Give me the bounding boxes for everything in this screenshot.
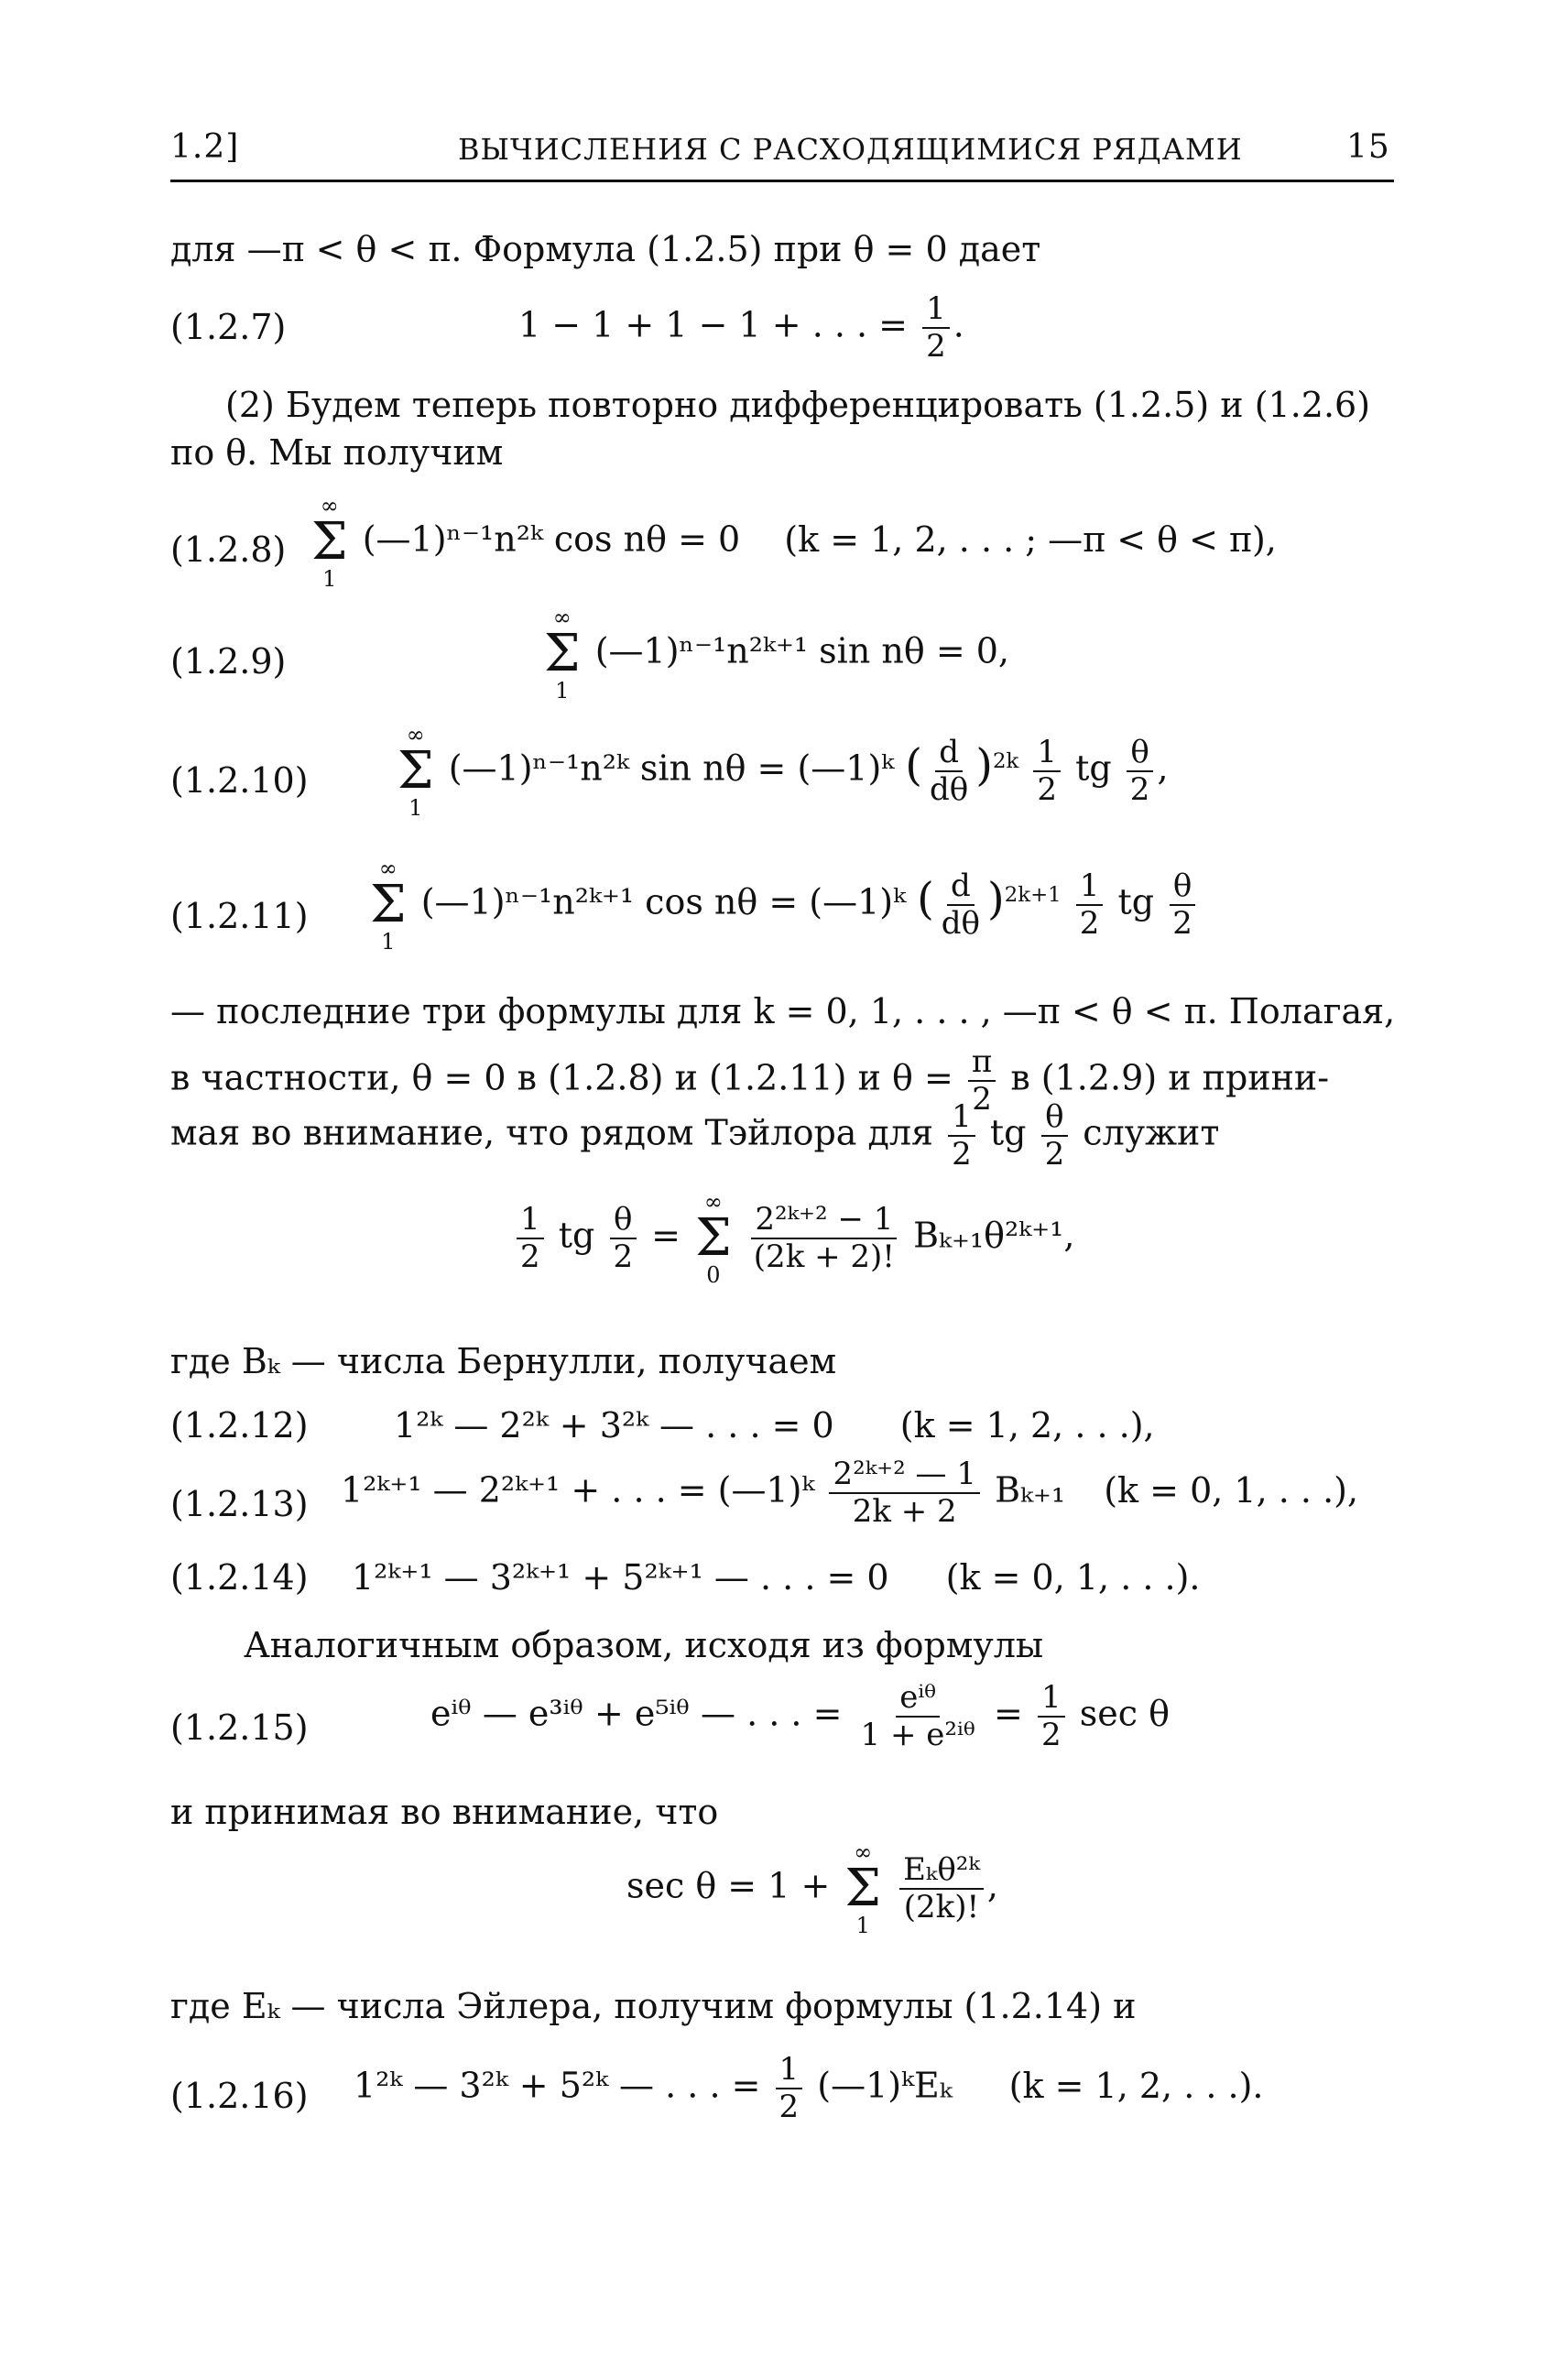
text-line: где Eₖ — числа Эйлера, получим формулы (1.2.14) и bbox=[170, 1986, 1137, 2026]
equation-body: (—1)ⁿ⁻¹n²ᵏ⁺¹ sin nθ = 0, bbox=[594, 630, 1009, 671]
running-title: ВЫЧИСЛЕНИЯ С РАСХОДЯЩИМИСЯ РЯДАМИ bbox=[458, 132, 1243, 167]
equation-label: (1.2.11) bbox=[170, 896, 309, 936]
equation-label: (1.2.9) bbox=[170, 641, 287, 682]
sum-sign: ∞ Σ 1 bbox=[844, 1839, 882, 1938]
sum-sign: ∞ Σ 1 bbox=[397, 722, 434, 821]
derivative-fraction: $\frac{d}{d\theta}$ bbox=[941, 867, 981, 942]
fraction: $\frac{1}{2}$ bbox=[1076, 868, 1104, 942]
text-line: (2) Будем теперь повторно дифференцировать (1.2.5) и (1.2.6) bbox=[225, 385, 1371, 425]
equation-body: 1²ᵏ⁺¹ — 3²ᵏ⁺¹ + 5²ᵏ⁺¹ — . . . = 0 bbox=[352, 1557, 889, 1598]
equation-body: (—1)ⁿ⁻¹n²ᵏ sin nθ = (—1)ᵏ bbox=[448, 747, 895, 789]
secant-formula: sec θ = 1 + ∞ Σ 1 $\frac{\text{Eₖθ²ᵏ}}{(2k)!}$ , bbox=[626, 1839, 998, 1938]
equation-1-2-12 bbox=[394, 1405, 1155, 1447]
equation-1-2-16: 1²ᵏ — 3²ᵏ + 5²ᵏ — . . . = $\frac{1}{2}$ (—1)ᵏEₖ (k = 1, 2, . . .). bbox=[354, 2051, 1264, 2126]
sum-sign: ∞ Σ 1 bbox=[370, 856, 407, 954]
derivative-fraction: $\frac{d}{d\theta}$ bbox=[929, 733, 969, 808]
equation-1-2-15: eⁱᶿ — e³ⁱᶿ + e⁵ⁱᶿ — . . . = $\frac{\text{eⁱᶿ}}{\text{1 + e²ⁱᶿ}}$ = $\frac{1}{2}$ sec θ bbox=[430, 1679, 1170, 1754]
sum-sign: ∞ Σ 0 bbox=[695, 1189, 732, 1288]
fraction: $\frac{1}{2}$ bbox=[922, 291, 950, 365]
equation-label: (1.2.8) bbox=[170, 529, 287, 570]
page-number: 15 bbox=[1346, 128, 1390, 166]
fraction: $\frac{\theta}{2}$ bbox=[1127, 735, 1154, 808]
fraction: $\frac{\text{eⁱᶿ}}{\text{1 + e²ⁱᶿ}}$ bbox=[860, 1679, 975, 1754]
fraction: $\frac{\text{2²ᵏ⁺² − 1}}{(2k + 2)!}$ bbox=[750, 1202, 898, 1275]
fraction: $\frac{\pi}{2}$ bbox=[968, 1044, 996, 1118]
equation-label: (1.2.13) bbox=[170, 1484, 309, 1524]
equation-body: 1²ᵏ⁺¹ — 2²ᵏ⁺¹ + . . . = (—1)ᵏ bbox=[341, 1469, 815, 1511]
equation-body: (—1)ⁿ⁻¹n²ᵏ cos nθ = 0 bbox=[362, 518, 741, 560]
equation-label: (1.2.10) bbox=[170, 760, 309, 801]
taylor-formula: $\frac{1}{2}$ tg $\frac{\theta}{2}$ = ∞ Σ 0 $\frac{\text{2²ᵏ⁺² − 1}}{(2k + 2)!}$ Bₖ₊₁θ²ᵏ⁺¹, bbox=[513, 1191, 1074, 1286]
fraction: $\frac{1}{2}$ bbox=[776, 2052, 803, 2125]
equation-body: (—1)ⁿ⁻¹n²ᵏ⁺¹ cos nθ = (—1)ᵏ bbox=[420, 881, 906, 922]
equation-condition: (k = 1, 2, . . . ; —π < θ < π), bbox=[784, 518, 1277, 560]
text-line: — последние три формулы для k = 0, 1, . . . , —π < θ < π. Полагая, bbox=[170, 991, 1396, 1031]
fraction: $\frac{\theta}{2}$ bbox=[609, 1202, 637, 1275]
fraction: $\frac{1}{2}$ bbox=[1038, 1680, 1065, 1753]
sum-sign: ∞ Σ 1 bbox=[544, 605, 581, 704]
equation-1-2-11: ∞ Σ 1 (—1)ⁿ⁻¹n²ᵏ⁺¹ cos nθ = (—1)ᵏ ( $\frac{d}{d\theta}$ )$^{2k+1}$ $\frac{1}{2}$ tg $\frac{\theta}{2}$ bbox=[366, 857, 1200, 953]
equation-label: (1.2.12) bbox=[170, 1405, 309, 1445]
equation-condition: (k = 1, 2, . . .). bbox=[1008, 2065, 1264, 2106]
text-line: для —π < θ < π. Формула (1.2.5) при θ = 0 дает bbox=[170, 229, 1041, 269]
equation-condition: (k = 0, 1, . . .). bbox=[945, 1557, 1201, 1598]
equation-1-2-8 bbox=[308, 495, 1277, 590]
equation-1-2-14 bbox=[352, 1557, 1201, 1599]
text-line: Аналогичным образом, исходя из формулы bbox=[244, 1625, 1044, 1665]
equation-condition: (k = 0, 1, . . .), bbox=[1104, 1469, 1359, 1511]
text-line: мая во внимание, что рядом Тэйлора для $\frac{1}{2}$ tg $\frac{\theta}{2}$ служит bbox=[170, 1098, 1220, 1173]
equation-label: (1.2.15) bbox=[170, 1707, 309, 1748]
fraction: $\frac{1}{2}$ bbox=[1033, 735, 1061, 808]
equation-label: (1.2.14) bbox=[170, 1557, 309, 1598]
fraction: $\frac{\text{Eₖθ²ᵏ}}{(2k)!}$ bbox=[899, 1852, 984, 1925]
equation-label: (1.2.7) bbox=[170, 307, 287, 347]
sum-sign: ∞ Σ 1 bbox=[311, 493, 348, 592]
text-line: в частности, θ = 0 в (1.2.8) и (1.2.11) и θ = $\frac{\pi}{2}$ в (1.2.9) и прини- bbox=[170, 1043, 1330, 1118]
equation-body: 1²ᵏ — 3²ᵏ + 5²ᵏ — . . . = bbox=[354, 2065, 761, 2106]
equation-body: eⁱᶿ — e³ⁱᶿ + e⁵ⁱᶿ — . . . = bbox=[430, 1693, 843, 1734]
equation-1-2-7: 1 − 1 + 1 − 1 + . . . = $\frac{1}{2}$ . bbox=[518, 290, 964, 365]
fraction: $\frac{1}{2}$ bbox=[517, 1202, 544, 1275]
equation-body: 1 − 1 + 1 − 1 + . . . = bbox=[518, 304, 909, 345]
equation-body: 1²ᵏ — 2²ᵏ + 3²ᵏ — . . . = 0 bbox=[394, 1405, 834, 1445]
fraction: $\frac{\text{2²ᵏ⁺² — 1}}{2k + 2}$ bbox=[829, 1456, 980, 1530]
fraction: $\frac{\theta}{2}$ bbox=[1169, 868, 1196, 942]
text-line: и принимая во внимание, что bbox=[170, 1792, 719, 1832]
fraction: $\frac{1}{2}$ bbox=[948, 1099, 975, 1173]
equation-1-2-10: ∞ Σ 1 (—1)ⁿ⁻¹n²ᵏ sin nθ = (—1)ᵏ ( $\frac{d}{d\theta}$ )$^{2k}$ $\frac{1}{2}$ tg $\frac{\theta}{2}$ , bbox=[397, 722, 1169, 821]
equation-1-2-9 bbox=[540, 606, 1009, 702]
text-line: где Bₖ — числа Бернулли, получаем bbox=[170, 1341, 837, 1381]
header-rule bbox=[170, 180, 1394, 182]
section-number: 1.2] bbox=[170, 128, 240, 166]
equation-1-2-13: 1²ᵏ⁺¹ — 2²ᵏ⁺¹ + . . . = (—1)ᵏ $\frac{\text{2²ᵏ⁺² — 1}}{2k + 2}$ Bₖ₊₁ (k = 0, 1, . . .), bbox=[341, 1456, 1359, 1531]
fraction: $\frac{\theta}{2}$ bbox=[1041, 1099, 1069, 1173]
text-line: по θ. Мы получим bbox=[170, 432, 504, 473]
equation-condition: (k = 1, 2, . . .), bbox=[899, 1405, 1155, 1445]
equation-label: (1.2.16) bbox=[170, 2076, 309, 2116]
